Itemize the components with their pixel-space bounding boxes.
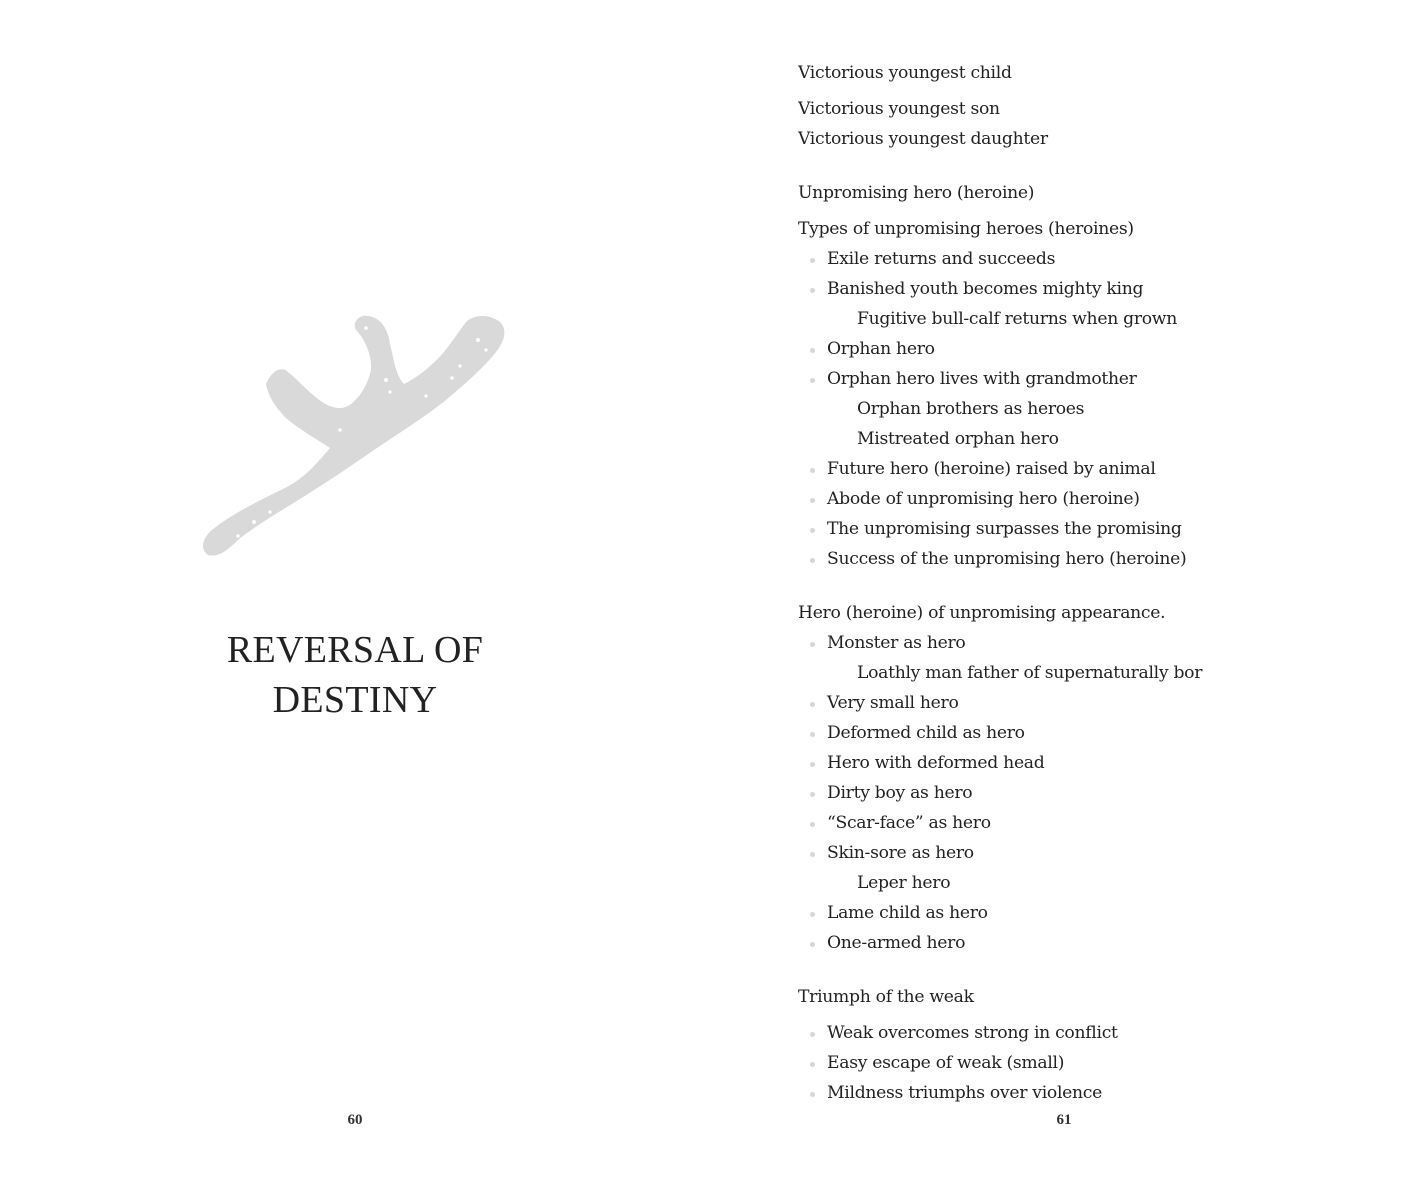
sub-list-item: Loathly man father of supernaturally bor — [857, 663, 1203, 683]
branch-illustration — [190, 300, 520, 570]
list-item: The unpromising surpasses the promising — [798, 514, 1408, 544]
subheading-types: Types of unpromising heroes (heroines) — [798, 219, 1134, 239]
list-item: Future hero (heroine) raised by animal — [798, 454, 1408, 484]
list-item: Orphan hero lives with grandmother — [798, 364, 1408, 394]
right-page — [709, 0, 1418, 1182]
chapter-title-line-1: REVERSAL OF — [226, 629, 484, 671]
section-heading-unpromising-appearance: Hero (heroine) of unpromising appearance. — [798, 603, 1166, 623]
list-item: Very small hero — [798, 688, 1408, 718]
page-number-left: 60 — [347, 1112, 363, 1128]
sub-list-item: Mistreated orphan hero — [857, 429, 1059, 449]
sub-list-item: Fugitive bull-calf returns when grown — [857, 309, 1177, 329]
list-item: Hero with deformed head — [798, 748, 1408, 778]
list-item: Orphan hero — [798, 334, 1408, 364]
list-item: Mildness triumphs over violence — [798, 1078, 1408, 1108]
list-item: Weak overcomes strong in conflict — [798, 1018, 1408, 1048]
list-item: “Scar-face” as hero — [798, 808, 1408, 838]
list-item: Deformed child as hero — [798, 718, 1408, 748]
list-item: One-armed hero — [798, 928, 1408, 958]
list-item: Skin-sore as hero — [798, 838, 1408, 868]
list-item: Abode of unpromising hero (heroine) — [798, 484, 1408, 514]
list-item: Easy escape of weak (small) — [798, 1048, 1408, 1078]
section-heading-unpromising-hero: Unpromising hero (heroine) — [798, 178, 1034, 208]
motif-outline — [798, 58, 1408, 1108]
chapter-title-line-2: DESTINY — [272, 679, 438, 721]
list-item: Victorious youngest son — [798, 99, 1000, 119]
list-item: Exile returns and succeeds — [798, 244, 1408, 274]
list-item: Dirty boy as hero — [798, 778, 1408, 808]
list-item: Success of the unpromising hero (heroine) — [798, 544, 1408, 574]
list-item: Victorious youngest daughter — [798, 129, 1048, 149]
list-item: Banished youth becomes mighty king — [798, 274, 1408, 304]
chapter-title — [150, 625, 560, 725]
section-heading-victorious-youngest-child: Victorious youngest child — [798, 58, 1012, 88]
section-heading-triumph-of-the-weak: Triumph of the weak — [798, 982, 974, 1012]
sub-list-item: Orphan brothers as heroes — [857, 399, 1085, 419]
list-item: Lame child as hero — [798, 898, 1408, 928]
page-number-right: 61 — [1056, 1112, 1072, 1128]
list-item: Monster as hero — [798, 628, 1408, 658]
sub-list-item: Leper hero — [857, 873, 951, 893]
